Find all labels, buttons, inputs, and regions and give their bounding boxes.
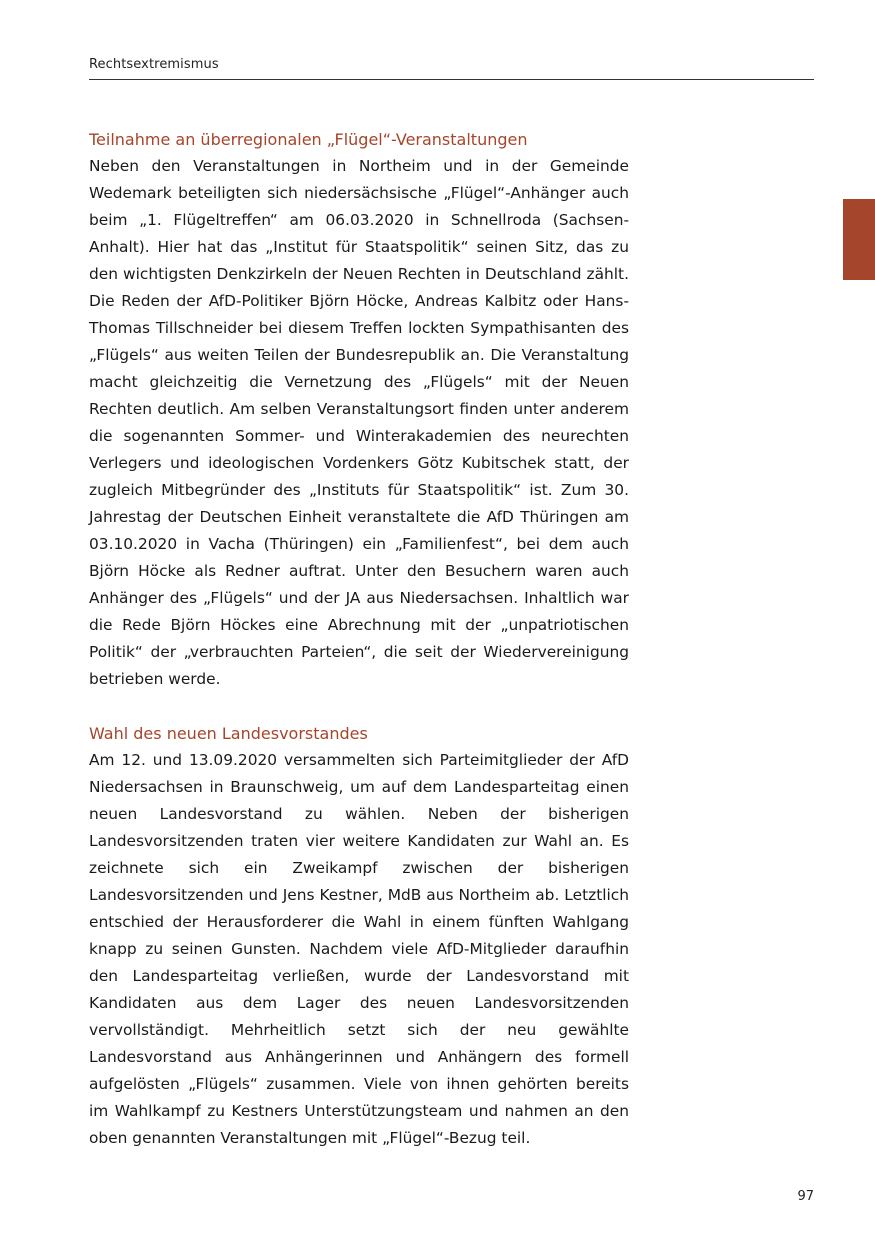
section-body: Neben den Veranstaltungen in Northeim und in der Gemeinde Wedemark beteiligten sich niedersächsische „Flügel“-Anhänger auch beim „1. Flügeltreffen“ am 06.03.2020 in Schnellroda (Sachsen-Anhalt). Hier hat das „Institut für Staatspolitik“ seinen Sitz, das zu den wichtigsten Denkzirkeln der Neuen Rechten in Deutschland zählt. Die Reden der AfD-Politiker Björn Höcke, Andreas Kalbitz oder Hans-Thomas Tillschneider bei diesem Treffen lockten Sympathisanten des „Flügels“ aus weiten Teilen der Bundesrepublik an. Die Veranstaltung macht gleichzeitig die Vernetzung des „Flügels“ mit der Neuen Rechten deutlich. Am selben Veranstaltungsort finden unter anderem die sogenannten Sommer- und Winterakademien des neurechten Verlegers und ideologischen Vordenkers Götz Kubitschek statt, der zugleich Mitbegründer des „Instituts für Staatspolitik“ ist. Zum 30. Jahrestag der Deutschen Einheit veranstaltete die AfD Thüringen am 03.10.2020 in Vacha (Thüringen) ein „Familienfest“, bei dem auch Björn Höcke als Redner auftrat. Unter den Besuchern waren auch Anhänger des „Flügels“ und der JA aus Niedersachsen. Inhaltlich war die Rede Björn Höckes eine Abrechnung mit der „unpatriotischen Politik“ der „verbrauchten Parteien“, die seit der Wiedervereinigung betrieben werde. (89, 157, 629, 688)
section-fluegel-events (89, 126, 629, 693)
chapter-tab-marker (843, 199, 875, 280)
section-landesvorstand (89, 720, 629, 1152)
running-header: Rechtsextremismus (89, 57, 219, 72)
section-heading: Wahl des neuen Landesvorstandes (89, 724, 368, 743)
page-content (89, 126, 629, 1152)
section-body: Am 12. und 13.09.2020 versammelten sich Parteimitglieder der AfD Niedersachsen in Braunschweig, um auf dem Landesparteitag einen neuen Landesvorstand zu wählen. Neben der bisherigen Landesvorsitzenden traten vier weitere Kandidaten zur Wahl an. Es zeichnete sich ein Zweikampf zwischen der bisherigen Landesvorsitzenden und Jens Kestner, MdB aus Northeim ab. Letztlich entschied der Herausforderer die Wahl in einem fünften Wahlgang knapp zu seinen Gunsten. Nachdem viele AfD-Mitglieder daraufhin den Landesparteitag verließen, wurde der Landesvorstand mit Kandidaten aus dem Lager des neuen Landesvorsitzenden vervollständigt. Mehrheitlich setzt sich der neu gewählte Landesvorstand aus Anhängerinnen und Anhängern des formell aufgelösten „Flügels“ zusammen. Viele von ihnen gehörten bereits im Wahlkampf zu Kestners Unterstützungsteam und nahmen an den oben genannten Veranstaltungen mit „Flügel“-Bezug teil. (89, 751, 629, 1147)
section-spacer (89, 693, 629, 720)
section-heading: Teilnahme an überregionalen „Flügel“-Veranstaltungen (89, 130, 528, 149)
page-number: 97 (797, 1189, 814, 1204)
header-rule (89, 79, 814, 80)
